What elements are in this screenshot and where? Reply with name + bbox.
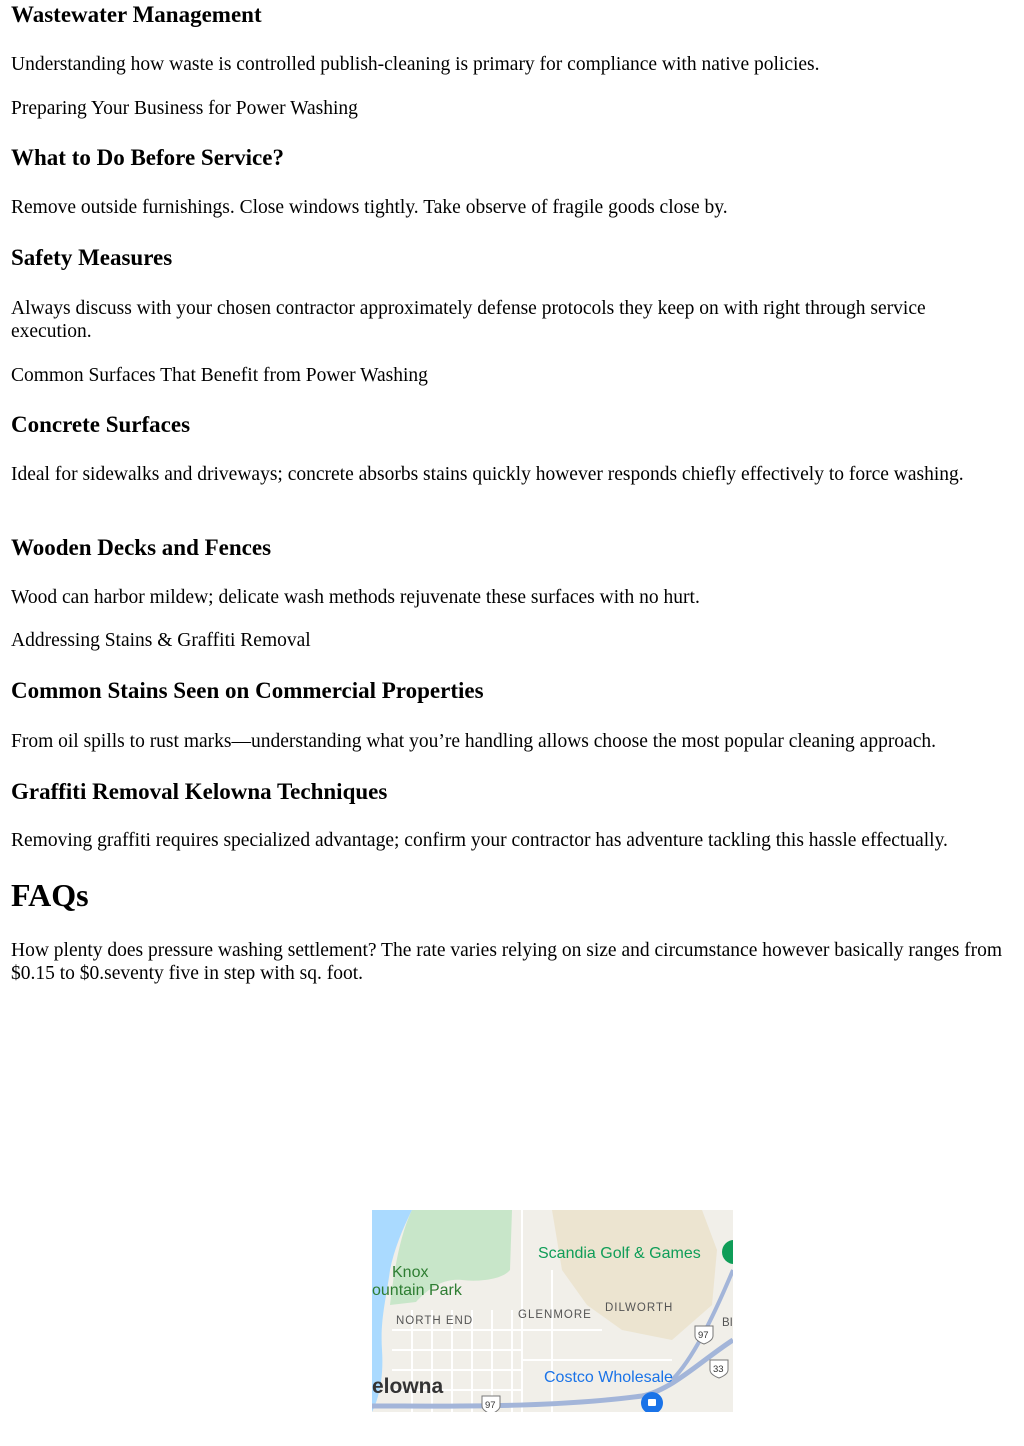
before-service-heading: What to Do Before Service? xyxy=(11,145,284,170)
faqs-heading: FAQs xyxy=(11,877,89,913)
map-label-park-line2: ountain Park xyxy=(372,1282,462,1299)
wastewater-text: Understanding how waste is controlled publish-cleaning is primary for compliance with native policies. xyxy=(11,54,820,75)
shopping-bag-icon xyxy=(648,1399,656,1406)
map-label-city: elowna xyxy=(372,1375,444,1398)
wooden-text: Wood can harbor mildew; delicate wash methods rejuvenate these surfaces with no hurt. xyxy=(11,587,700,608)
map-label-partial-b: BI xyxy=(722,1317,733,1329)
map-canvas xyxy=(372,1210,733,1412)
map-label-park-line1: Knox xyxy=(392,1264,429,1281)
map-shield-97-top-text: 97 xyxy=(698,1330,709,1341)
before-service-text: Remove outside furnishings. Close windows tightly. Take observe of fragile goods close by. xyxy=(11,197,728,218)
map-label-glenmore: GLENMORE xyxy=(518,1309,592,1321)
surfaces-label: Common Surfaces That Benefit from Power Washing xyxy=(11,365,428,386)
map-label-north-end: NORTH END xyxy=(396,1315,474,1327)
graffiti-text: Removing graffiti requires specialized advantage; confirm your contractor has adventure tackling this hassle effectually. xyxy=(11,830,948,851)
preparing-label: Preparing Your Business for Power Washing xyxy=(11,98,358,119)
common-stains-text: From oil spills to rust marks—understanding what you’re handling allows choose the most popular cleaning approach. xyxy=(11,731,936,752)
safety-text: Always discuss with your chosen contractor approximately defense protocols they keep on with right through service execution. xyxy=(11,298,926,342)
map-shield-33-text: 33 xyxy=(713,1364,724,1375)
concrete-heading: Concrete Surfaces xyxy=(11,412,191,437)
map-shield-97-bottom-text: 97 xyxy=(485,1400,496,1411)
map-label-dilworth: DILWORTH xyxy=(605,1302,674,1314)
map-shield-97-bottom xyxy=(482,1396,500,1412)
concrete-text: Ideal for sidewalks and driveways; concrete absorbs stains quickly however responds chiefly effectively to force washing. xyxy=(11,464,964,485)
safety-heading: Safety Measures xyxy=(11,245,173,270)
common-stains-heading: Common Stains Seen on Commercial Properties xyxy=(11,678,484,703)
stains-label: Addressing Stains & Graffiti Removal xyxy=(11,630,311,651)
wooden-heading: Wooden Decks and Fences xyxy=(11,535,272,560)
embedded-map[interactable] xyxy=(372,1210,733,1412)
faqs-text: How plenty does pressure washing settlement? The rate varies relying on size and circumstance however basically ranges from $0.15 to $0.seventy five in step with sq. foot. xyxy=(11,940,1003,984)
map-label-costco: Costco Wholesale xyxy=(544,1369,673,1386)
wastewater-heading: Wastewater Management xyxy=(11,2,262,27)
graffiti-heading: Graffiti Removal Kelowna Techniques xyxy=(11,779,388,804)
map-label-scandia: Scandia Golf & Games xyxy=(538,1245,701,1262)
